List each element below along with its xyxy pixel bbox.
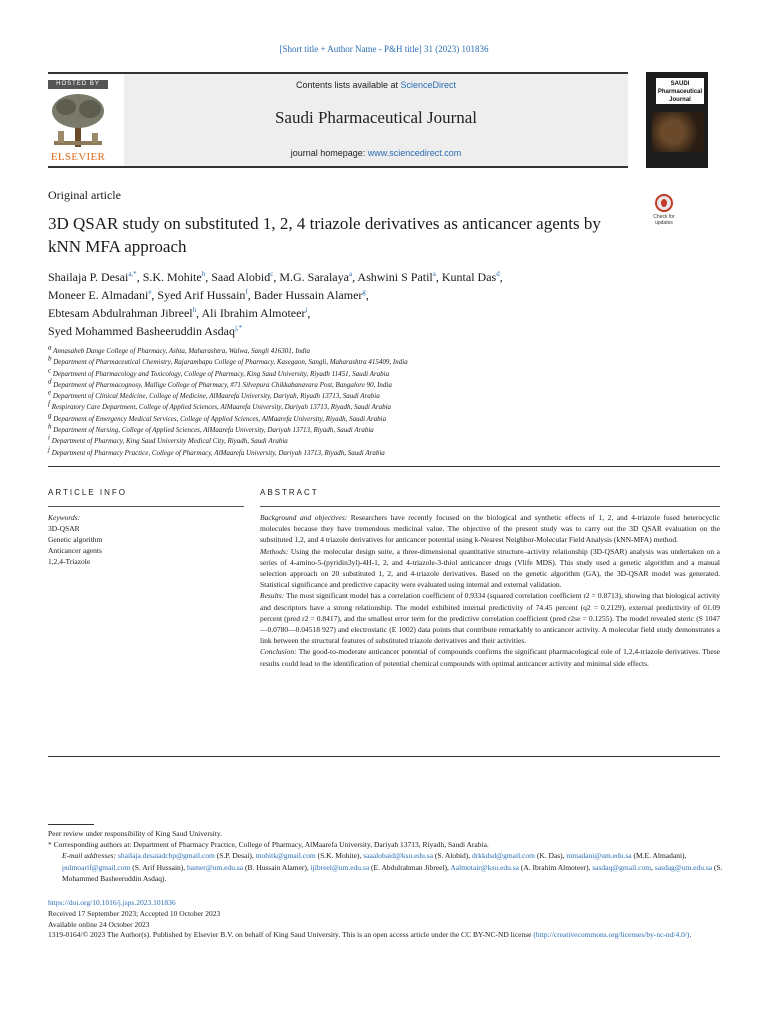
author-affiliation-link[interactable]: a — [348, 270, 353, 278]
author: Syed Mohammed Basheeruddin Asdaq — [48, 324, 235, 338]
corresponding-note: * Corresponding authors at: Department of Pharmacy Practice, College of Pharmacy, AlMaarefa University, Dariyah 13713, Riyadh, Saudi Arabia. — [48, 840, 489, 850]
affiliation: $^e$ Department of Clinical Medicine, College of Medicine, AlMaarefa University, Dariyah, Riyadh 13713, Saudi Arabia — [48, 388, 380, 401]
running-header: [Short title + Author Name - P&H title] 31 (2023) 101836 — [279, 44, 489, 54]
check-updates-label: Check for updates — [653, 214, 675, 226]
author: Ashwini S Patil — [357, 270, 433, 284]
homepage-prefix: journal homepage: — [290, 148, 368, 158]
cover-title: SAUDI Pharmaceutical Journal — [656, 78, 704, 104]
received-dates: Received 17 September 2023; Accepted 10 October 2023 — [48, 908, 221, 918]
abstract-section: Conclusion: The good-to-moderate anticancer potential of compounds confirms the significant pharmacological role of 1,2,4-triazole derivatives. These results could lead to the identification of potential chemical compounds with optimal anticancer activity and minimal side effects. — [260, 647, 720, 668]
keyword: Anticancer agents — [48, 546, 102, 555]
author-list: Shailaja P. Desai$^{a,*}$, S.K. Mohite$^b$, Saad Alobid$^c$, M.G. Saralaya$^a$, Ashwini S Patil$^a$, Kuntal Das$^d$, Moneer E. Almadani$^e$, Syed Arif Hussain$^f$, Bader Hussain Alamer$^g$, Ebtesam Abdulrahman Jibreel$^h$, Ali Ibrahim Almoteer$^i$, Syed Mohammed Basheeruddin Asdaq$^{j,*}$ — [48, 270, 503, 338]
abstract-heading: ABSTRACT — [260, 488, 319, 497]
email-link[interactable]: sasdag@um.edu.sa — [654, 862, 713, 872]
license-link[interactable]: (http://creativecommons.org/licenses/by-nc-nd/4.0/) — [533, 930, 690, 940]
keyword: 3D-QSAR — [48, 524, 80, 533]
journal-name: Saudi Pharmaceutical Journal — [274, 108, 478, 127]
author: Kuntal Das — [441, 270, 497, 284]
keywords-block — [48, 512, 244, 567]
affiliation: $^f$ Respiratory Care Department, College of Applied Sciences, AlMaarefa University, Dariyah 13713, Riyadh, Saudi Arabia — [48, 400, 392, 412]
article-type: Original article — [48, 188, 121, 202]
email-link[interactable]: saaalobaid@ksu.edu.sa — [363, 851, 434, 861]
publisher-name: ELSEVIER — [50, 151, 106, 163]
journal-info-box — [124, 72, 628, 168]
author: Moneer E. Almadani — [48, 288, 149, 302]
abstract-body — [260, 512, 720, 669]
article-title: 3D QSAR study on substituted 1, 2, 4 triazole derivatives as anticancer agents by kNN MFA approach — [48, 214, 601, 256]
author-affiliation-link[interactable]: j,* — [234, 324, 243, 332]
author: M.G. Saralaya — [279, 270, 349, 284]
email-link[interactable]: shailaja.desaiadcbp@gmail.com — [117, 851, 215, 861]
journal-header — [48, 72, 720, 168]
affiliation: $^i$ Department of Pharmacy, King Saud University Medical City, Riyadh, Saudi Arabia — [48, 434, 288, 446]
author: Saad Alobid — [211, 270, 271, 284]
author-affiliation-link[interactable]: f — [245, 288, 248, 296]
header-rule-bottom — [48, 166, 628, 168]
affiliation: $^b$ Department of Pharmaceutical Chemistry, Rajarambapu College of Pharmacy, Kasegaon, Sangli, Maharashtra 415409, India — [48, 354, 408, 367]
author: Syed Arif Hussain — [157, 288, 246, 302]
author-affiliation-link[interactable]: c — [270, 270, 274, 278]
affiliation-list — [48, 343, 728, 459]
author: Ali Ibrahim Almoteer — [201, 306, 306, 320]
tree-icon — [48, 91, 108, 149]
abstract-rule — [260, 506, 720, 507]
author: Bader Hussain Alamer — [253, 288, 363, 302]
contents-prefix: Contents lists available at — [295, 80, 401, 90]
email-addresses: E-mail addresses: shailaja.desaiadcbp@gmail.com (S.P. Desai), mohitk@gmail.com (S.K. Mohite), saaalobaid@ksu.edu.sa (S. Alobid), drkkdsd@gmail.com (K. Das), mmadani@um.edu.sa (M.E. Almadani), pulmoarif@gmail.com (S. Arif Hussain), bamer@um.edu.sa (B. Hussain Alamer), ijibreel@um.edu.sa (E. Abdulrahman Jibreel), Aalmotair@ksu.edu.sa (A. Ibrahim Almoteer), sasdaq@gmail.com, sasdag@um.edu.sa (S. Mohammed Basheeruddin Asdaq). — [62, 851, 723, 883]
email-link[interactable]: pulmoarif@gmail.com — [62, 862, 131, 872]
affiliation: $^a$ Annasaheb Dange College of Pharmacy, Ashta, Maharashtra, Walwa, Sangli 416301, India — [48, 343, 310, 355]
affiliation: $^c$ Department of Pharmacology and Toxicology, College of Pharmacy, King Saud University, Riyadh 11451, Saudi Arabia — [48, 366, 390, 378]
email-link[interactable]: mohitk@gmail.com — [255, 851, 316, 861]
check-for-updates-button[interactable] — [646, 194, 682, 234]
hosted-by-label: HOSTED BY — [48, 80, 108, 89]
author-affiliation-link[interactable]: g — [362, 288, 366, 296]
peer-review-note: Peer review under responsibility of King Saud University. — [48, 829, 223, 838]
affiliation: $^d$ Department of Pharmacognosy, Mallige College of Pharmacy, #71 Silvepura Chikkabanavara Post, Bangalore 90, India — [48, 377, 392, 389]
section-divider — [48, 466, 720, 467]
available-date: Available online 24 October 2023 — [48, 919, 150, 929]
email-link[interactable]: Aalmotair@ksu.edu.sa — [450, 862, 519, 872]
homepage-link[interactable]: www.sciencedirect.com — [367, 148, 462, 158]
keyword: 1,2,4-Triazole — [48, 557, 91, 566]
doi-link[interactable]: https://doi.org/10.1016/j.jsps.2023.101836 — [48, 898, 176, 907]
footnote-rule — [48, 824, 94, 825]
article-info-heading: ARTICLE INFO — [48, 488, 127, 497]
abstract-section: Background and objectives: Researchers have recently focused on the biological and synthetic effects of 1, 2, and 4-triazole fused heterocyclic molecules because they have tremendous medicinal value. The objective of the present study was to carry out the 3D QSAR evaluation on the substituted 1,2, and 4 triazole derivatives for anticancer potential using k-Nearest Neighbor-Molecular Field Analysis (kNN-MFA) method. — [260, 513, 720, 545]
abstract-section: Results: The most significant model has a correlation coefficient of 0.9334 (squared correlation coefficient r2 = 0.8713), showing that biological activity and descriptors have a strong relationship. The model exhibited internal predictivity of 74.45 percent (q2 = 0.2129), external predictivity of 01.09 percent (pred r2 = 0.8417), and the smallest error term for the predictive correlation coefficient (pred r2se = 0.1255). The model revealed steric (S 1047—0.0780—0.04518 927) and electrostatic (E 1002) data points that contribute remarkably to anticancer activity. A molecular field study demonstrates a link between the structural features of substituted triazole derivatives and their activities. — [260, 591, 720, 646]
license-statement: 1319-0164/© 2023 The Author(s). Published by Elsevier B.V. on behalf of King Saud University. This is an open access article under the CC BY-NC-ND license (http://creativecommons.org/licenses/by-nc-nd/4.0/). — [48, 930, 692, 940]
email-link[interactable]: drkkdsd@gmail.com — [472, 851, 535, 861]
author: Shailaja P. Desai — [48, 270, 129, 284]
author-affiliation-link[interactable]: a,* — [128, 270, 137, 278]
footnotes — [48, 828, 728, 884]
header-rule-top — [48, 72, 628, 74]
journal-cover-image[interactable] — [646, 72, 708, 168]
affiliation: $^h$ Department of Nursing, College of Applied Sciences, AlMaarefa University, Dariyah 13713, Riyadh, Saudi Arabia — [48, 422, 374, 435]
author: S.K. Mohite — [142, 270, 202, 284]
author-affiliation-link[interactable]: e — [148, 288, 152, 296]
publication-info — [48, 898, 728, 941]
affiliation: $^g$ Department of Emergency Medical Services, College of Applied Sciences, AlMaarefa University, Riyadh, Saudi Arabia — [48, 411, 387, 423]
homepage-line — [124, 148, 628, 158]
author-affiliation-link[interactable]: d — [496, 270, 500, 278]
author-affiliation-link[interactable]: b — [201, 270, 206, 278]
contents-line — [124, 80, 628, 90]
author-affiliation-link[interactable]: h — [192, 306, 197, 314]
sciencedirect-link[interactable]: ScienceDirect — [400, 80, 457, 90]
abstract-section: Methods: Using the molecular design suite, a three-dimensional quantitative structure–activity relationship (3D-QSAR) analysis was undertaken on a series of 4-amino-5-(pyridin3yl)-4H-1, 2, and 4-triazole-3-thiol anticancer drugs (Vlife MDS). This study used a genetic algorithm and a manual selection approach on 20 substituted 1, 2, and 4-triazole derivatives. Based on the genetic algorithm (GA), the 3D-QSAR model was generated. Statistical significance and predictive capacity were evaluated using internal and external validation. — [260, 546, 720, 590]
email-link[interactable]: mmadani@um.edu.sa — [566, 851, 632, 861]
author-affiliation-link[interactable]: a — [432, 270, 436, 278]
article-info-rule — [48, 506, 244, 507]
keywords-label: Keywords: — [48, 513, 81, 522]
keyword: Genetic algorithm — [48, 535, 103, 544]
abstract-end-rule — [48, 756, 720, 757]
email-link[interactable]: ijibreel@um.edu.sa — [310, 862, 370, 872]
check-updates-icon — [655, 194, 673, 212]
email-link[interactable]: bamer@um.edu.sa — [187, 862, 244, 872]
elsevier-logo[interactable] — [48, 80, 112, 162]
email-link[interactable]: sasdaq@gmail.com — [592, 862, 652, 872]
cover-photo — [652, 112, 704, 152]
affiliation: $^j$ Department of Pharmacy Practice, College of Pharmacy, AlMaarefa University, Dariyah 13713, Riyadh, Saudi Arabia — [48, 445, 385, 457]
author-affiliation-link[interactable]: i — [305, 306, 308, 314]
author: Ebtesam Abdulrahman Jibreel — [48, 306, 193, 320]
